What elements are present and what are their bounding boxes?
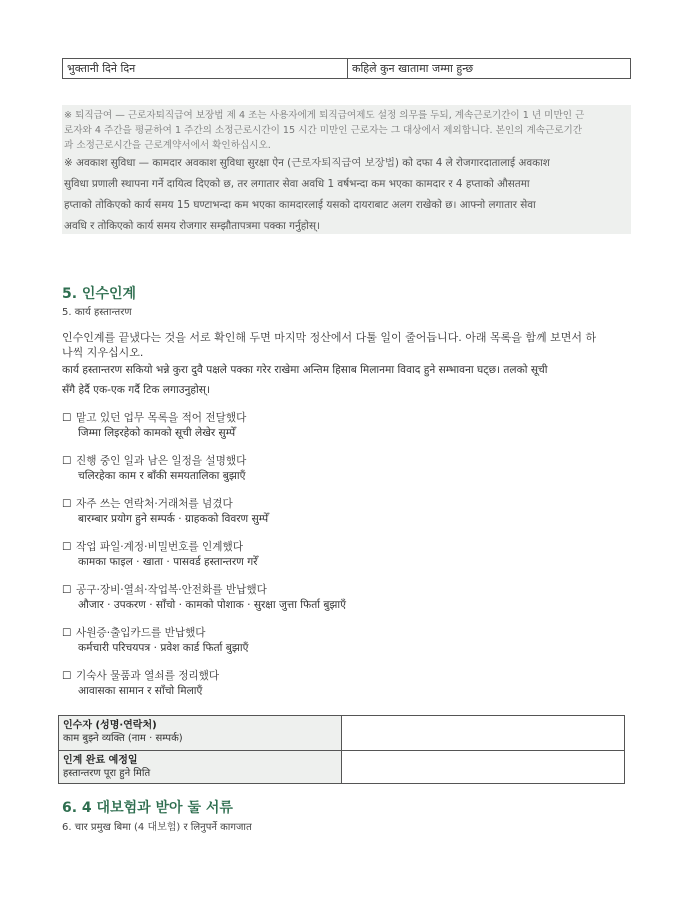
checklist-korean: 진행 중인 일과 남은 일정을 설명했다 xyxy=(76,455,247,467)
checklist-nepali: आवासका सामान र साँचो मिलाएँ xyxy=(78,685,203,697)
checklist-korean: 공구·장비·열쇠·작업복·안전화를 반납했다 xyxy=(76,584,267,596)
checkbox-icon[interactable]: ☐ xyxy=(62,455,72,467)
note-korean-line: ※ 퇴직급여 — 근로자퇴직급여 보장법 제 4 조는 사용자에게 퇴직급여제도 설정 의무를 두되, 계속근로기간이 1 년 미만인 근 xyxy=(64,110,585,121)
receiver-label xyxy=(59,716,342,750)
handover-checklist-item[interactable] xyxy=(62,454,246,484)
checkbox-icon[interactable]: ☐ xyxy=(62,584,72,596)
section-5-heading: 5. 인수인계 xyxy=(62,286,137,302)
checklist-nepali: चलिरहेका काम र बाँकी समयतालिका बुझाएँ xyxy=(78,470,246,482)
receiver-field[interactable] xyxy=(342,716,624,750)
note-nepali-line: अवधि र तोकिएको कार्य समय रोजगार सम्झौतापत्रमा पक्का गर्नुहोस्। xyxy=(64,220,320,232)
intro-korean-line: 나씩 지우십시오. xyxy=(62,346,144,359)
checkbox-icon[interactable]: ☐ xyxy=(62,670,72,682)
table-row xyxy=(59,716,624,750)
checkbox-icon[interactable]: ☐ xyxy=(62,541,72,553)
checklist-korean: 기숙사 물품과 열쇠를 정리했다 xyxy=(76,670,220,682)
checklist-nepali: कर्मचारी परिचयपत्र · प्रवेश कार्ड फिर्ता बुझाएँ xyxy=(78,642,249,654)
checkbox-icon[interactable]: ☐ xyxy=(62,412,72,424)
handover-checklist-item[interactable] xyxy=(62,497,268,527)
receiver-label-nepali: काम बुझ्ने व्यक्ति (नाम · सम्पर्क) xyxy=(63,733,183,744)
note-korean-line: 로자와 4 주간을 평균하여 1 주간의 소정근로시간이 15 시간 미만인 근로자는 그 대상에서 제외합니다. 본인의 계속근로기간 xyxy=(64,125,583,136)
handover-checklist-item[interactable] xyxy=(62,540,258,570)
note-korean-line: 과 소정근로시간을 근로계약서에서 확인하십시오. xyxy=(64,140,271,151)
note-nepali-line: ※ अवकाश सुविधा — कामदार अवकाश सुविधा सुरक्षा ऐन (근로자퇴직급여 보장법) को दफा 4 ले रोजगारदातालाई अवकाश xyxy=(64,157,550,169)
section-5-subheading: 5. कार्य हस्तान्तरण xyxy=(62,307,132,318)
checklist-nepali: औजार · उपकरण · साँचो · कामको पोशाक · सुरक्षा जुत्ता फिर्ता बुझाएँ xyxy=(78,599,347,611)
payment-info-table xyxy=(62,58,631,79)
completion-date-label-nepali: हस्तान्तरण पूरा हुने मिति xyxy=(63,768,151,779)
handover-checklist-item[interactable] xyxy=(62,583,346,613)
section-6-subheading: 6. चार प्रमुख बिमा (4 대보험) र लिनुपर्ने कागजात xyxy=(62,822,252,833)
checklist-korean: 사원증·출입카드를 반납했다 xyxy=(76,627,206,639)
handover-checklist-item[interactable] xyxy=(62,411,246,441)
checkbox-icon[interactable]: ☐ xyxy=(62,498,72,510)
completion-date-label-korean: 인계 완료 예정일 xyxy=(63,755,138,766)
note-nepali-line: हप्ताको तोकिएको कार्य समय 15 घण्टाभन्दा कम भएका कामदारलाई यसको दायराबाट अलग राखेको छ। आफ्नो लगातार सेवा xyxy=(64,199,536,211)
retirement-benefit-note xyxy=(62,105,631,234)
checklist-nepali: जिम्मा लिइरहेको कामको सूची लेखेर सुम्पेँ xyxy=(78,427,236,439)
table-row xyxy=(59,750,624,783)
checkbox-icon[interactable]: ☐ xyxy=(62,627,72,639)
note-nepali-line: सुविधा प्रणाली स्थापना गर्ने दायित्व दिएको छ, तर लगातार सेवा अवधि 1 वर्षभन्दा कम भएका कामदार र 4 हप्ताको औसतमा xyxy=(64,178,530,190)
checklist-nepali: बारम्बार प्रयोग हुने सम्पर्क · ग्राहकको विवरण सुम्पेँ xyxy=(78,513,269,525)
checklist-korean: 자주 쓰는 연락처·거래처를 넘겼다 xyxy=(76,498,233,510)
handover-checklist-item[interactable] xyxy=(62,669,219,699)
payment-day-cell: भुक्तानी दिने दिन xyxy=(63,59,348,78)
intro-nepali-line: कार्य हस्तान्तरण सकियो भन्ने कुरा दुवै पक्षले पक्का गरेर राखेमा अन्तिम हिसाब मिलानमा विवाद हुने सम्भावना घट्छ। तलको सूची xyxy=(62,364,548,376)
deposit-account-cell: कहिले कुन खातामा जम्मा हुन्छ xyxy=(352,62,474,75)
completion-date-label xyxy=(59,751,342,783)
receiver-label-korean: 인수자 (성명·연락처) xyxy=(63,720,157,731)
handover-sign-table xyxy=(58,715,625,784)
intro-nepali-line: सँगै हेर्दै एक-एक गर्दै टिक लगाउनुहोस्। xyxy=(62,384,210,396)
checklist-nepali: कामका फाइल · खाता · पासवर्ड हस्तान्तरण गरेँ xyxy=(78,556,258,568)
handover-checklist-item[interactable] xyxy=(62,626,248,656)
section-5-intro xyxy=(62,330,632,400)
section-6-heading: 6. 4 대보험과 받아 둘 서류 xyxy=(62,800,233,816)
intro-korean-line: 인수인계를 끝냈다는 것을 서로 확인해 두면 마지막 정산에서 다툴 일이 줄어듭니다. 아래 목록을 함께 보면서 하 xyxy=(62,331,597,344)
completion-date-field[interactable] xyxy=(342,751,624,783)
checklist-korean: 작업 파일·계정·비밀번호를 인계했다 xyxy=(76,541,243,553)
checklist-korean: 맡고 있던 업무 목록을 적어 전달했다 xyxy=(76,412,247,424)
